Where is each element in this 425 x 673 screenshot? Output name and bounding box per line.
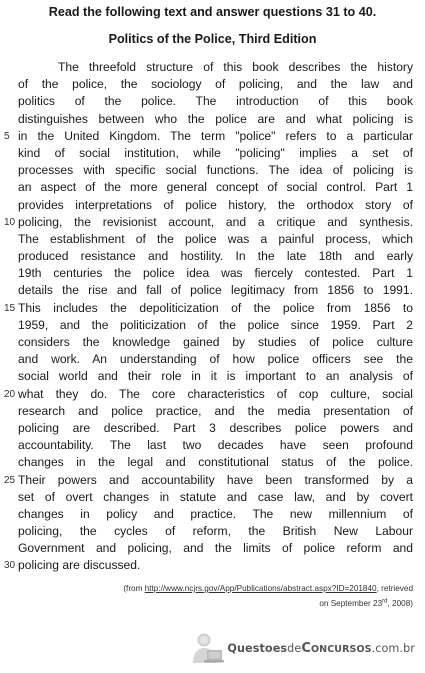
passage-title: Politics of the Police, Third Edition [108, 32, 317, 46]
passage-line [0, 248, 425, 265]
watermark-text-part4: ONCURSOS [310, 643, 372, 655]
line-number: 10 [4, 216, 16, 228]
passage-line [0, 231, 425, 248]
line-text: changes in the legal and constitutional status of the police. [18, 455, 413, 470]
passage-line [0, 145, 425, 162]
line-text: The threefold structure of this book describes the history [58, 60, 413, 74]
line-text: details the rise and fall of police legitimacy from 1856 to 1991. [18, 283, 413, 298]
passage-line [0, 111, 425, 128]
passage-line [0, 489, 425, 506]
passage-line [0, 523, 425, 540]
line-text: This includes the depoliticization of the police from 1856 to [18, 300, 413, 315]
line-text: produced resistance and hostility. In the late 18th and early [18, 249, 413, 264]
passage-line [0, 557, 425, 574]
line-text: in the United Kingdom. The term "police" refers to a particular [18, 128, 413, 143]
line-text: politics of the police. The introduction of this book [18, 94, 413, 109]
line-number: 5 [4, 130, 10, 142]
line-text: what they do. The core characteristics of cop culture, social [18, 386, 413, 401]
source-prefix: (from [123, 584, 145, 593]
line-text: distinguishes between who the police are and what policing is [18, 111, 413, 126]
passage-line [0, 420, 425, 437]
line-text: of the police, the sociology of policing, and the law and [18, 77, 413, 92]
line-text: provides interpretations of police history, the orthodox story of [18, 197, 413, 212]
passage-line [0, 506, 425, 523]
watermark-text-part1: Questoes [227, 641, 288, 655]
watermark-logo [187, 630, 415, 666]
passage-line [0, 282, 425, 299]
passage-line [0, 403, 425, 420]
passage-line [0, 437, 425, 454]
line-text: social world and their role in it is important to an analysis of [18, 369, 413, 384]
line-text: set of overt changes in statute and case law, and by covert [18, 489, 413, 504]
person-laptop-icon [187, 630, 225, 666]
source-line-2 [33, 597, 413, 612]
passage-line [0, 76, 425, 93]
line-text: considers the knowledge gained by studies of police culture [18, 335, 413, 349]
line-text: changes in policy and practice. The new millennium of [18, 506, 413, 521]
line-number: 15 [4, 302, 16, 314]
line-text: policing are described. Part 3 describes police powers and [18, 420, 413, 435]
watermark-text-part5: .com.br [371, 641, 415, 655]
source-date-suffix: , 2008) [387, 598, 413, 608]
passage-line [0, 472, 425, 489]
source-date-prefix: on September 23 [319, 598, 383, 608]
passage-line [0, 386, 425, 403]
line-text: Their powers and accountability have been transformed by a [18, 472, 413, 487]
passage-line [0, 59, 425, 76]
watermark-text [227, 641, 415, 656]
line-text: policing, the cycles of reform, the British New Labour [18, 524, 413, 539]
passage-line [0, 334, 425, 351]
passage-line [0, 368, 425, 385]
passage-line [0, 300, 425, 317]
line-number: 20 [4, 388, 16, 400]
passage-line [0, 540, 425, 557]
line-text: accountability. The last two decades have seen profound [18, 438, 413, 453]
passage-line [0, 454, 425, 471]
passage-line [0, 128, 425, 145]
watermark-text-part3: C [301, 640, 311, 656]
line-text: Government and policing, and the limits of police reform and [18, 541, 413, 556]
passage-text [0, 59, 425, 575]
line-number: 30 [4, 560, 16, 572]
line-text: policing are discussed. [18, 558, 141, 573]
line-text: processes with specific social functions. The idea of policing is [18, 163, 413, 178]
line-text: kind of social institution, while "policing" implies a set of [18, 145, 413, 160]
line-text: policing, the revisionist account, and a critique and synthesis. [18, 214, 413, 229]
source-link[interactable]: http://www.ncjrs.gov/App/Publications/abstract.aspx?ID=201840 [144, 584, 377, 593]
instruction-heading: Read the following text and answer questions 31 to 40. [48, 5, 377, 19]
passage-line [0, 351, 425, 368]
source-citation [33, 582, 413, 611]
passage-line [0, 214, 425, 231]
line-text: 19th centuries the police idea was fiercely contested. Part 1 [18, 266, 413, 281]
source-line-1 [33, 582, 413, 597]
watermark-text-part2: de [287, 641, 302, 655]
line-text: 1959, and the politicization of the police since 1959. Part 2 [18, 317, 413, 332]
line-text: The establishment of the police was a painful process, which [18, 231, 413, 246]
line-text: and work. An understanding of how police officers see the [18, 352, 413, 367]
passage-line [0, 93, 425, 110]
source-suffix: , retrieved [376, 584, 413, 593]
passage-line [0, 162, 425, 179]
source-date-sup: rd [382, 597, 388, 604]
passage-line [0, 197, 425, 214]
line-text: an aspect of the more general concept of social control. Part 1 [18, 180, 413, 195]
line-text: research and police practice, and the media presentation of [18, 403, 413, 418]
passage-line [0, 179, 425, 196]
passage-line [0, 265, 425, 282]
line-number: 25 [4, 474, 16, 486]
passage-line [0, 317, 425, 334]
